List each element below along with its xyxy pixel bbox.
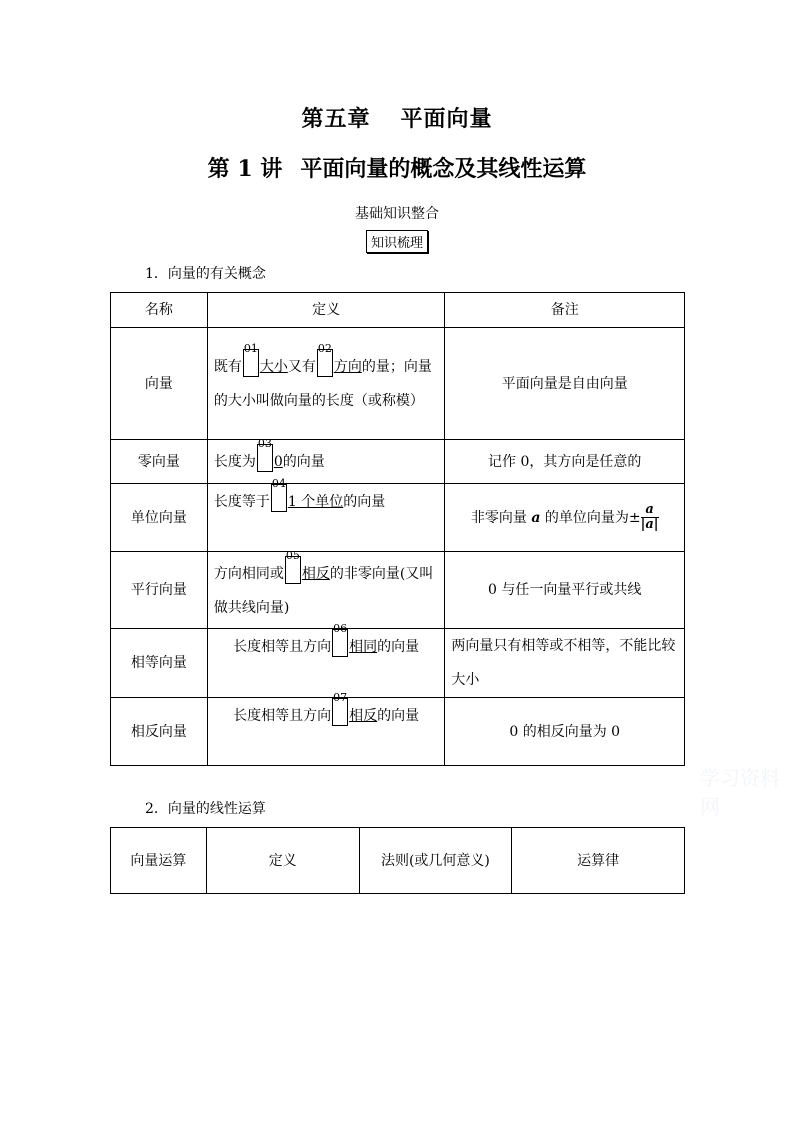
blank-number: 01: [243, 342, 258, 355]
fraction-numerator: a: [641, 503, 659, 518]
header-operation: 向量运算: [111, 828, 207, 894]
header-law: 运算律: [512, 828, 685, 894]
def-text: 的向量: [377, 708, 420, 724]
row-definition: [207, 477, 445, 552]
table-row: [111, 440, 685, 484]
row-note: 两向量只有相等或不相等，不能比较大小: [445, 629, 685, 698]
heading-linear-ops: 2．向量的线性运算: [145, 801, 266, 817]
note-text: 非零向量: [470, 509, 527, 526]
chapter-number: 第五章: [301, 106, 371, 132]
note-variable: a: [531, 509, 541, 526]
blank-number: 07: [333, 691, 348, 704]
blank-answer: 相反: [301, 565, 330, 582]
answer-blank: [271, 477, 287, 512]
header-definition: 定义: [206, 828, 359, 894]
def-text: 长度相等且方向: [233, 639, 332, 655]
chapter-name: 平面向量: [400, 106, 493, 132]
blank-number: 05: [285, 548, 300, 562]
row-note: 0 与任一向量平行或共线: [445, 552, 685, 629]
blank-answer: 0: [273, 454, 283, 470]
row-name: 相等向量: [111, 629, 208, 698]
answer-blank: [317, 342, 333, 377]
row-name: 平行向量: [111, 552, 208, 629]
row-definition: [207, 548, 445, 629]
row-definition: [207, 437, 445, 484]
table-header-row: [111, 293, 685, 328]
header-rule: 法则(或几何意义): [359, 828, 512, 894]
blank-answer: 方向: [333, 359, 362, 375]
answer-blank: [243, 342, 259, 377]
watermark: 学习资料网: [700, 766, 780, 819]
def-text: 的量；向量的大小叫做向量的长度（或称模）: [213, 359, 432, 409]
def-text: 又有: [287, 359, 316, 375]
row-definition: [207, 691, 445, 766]
row-note: 平面向量是自由向量: [445, 328, 685, 440]
row-name: 向量: [111, 328, 208, 440]
def-text: 方向相同或: [213, 565, 284, 582]
def-text: 长度为: [213, 454, 256, 470]
row-name: 零向量: [111, 440, 208, 484]
blank-number: 02: [317, 342, 332, 355]
header-definition: 定义: [207, 293, 445, 328]
blank-number: 04: [271, 477, 286, 490]
row-definition: [207, 328, 445, 440]
def-text: 的向量: [343, 494, 386, 510]
answer-blank: [257, 437, 273, 472]
section-title: 基础知识整合: [355, 206, 439, 222]
header-name: 名称: [111, 293, 208, 328]
boxed-label: 知识梳理: [366, 230, 428, 253]
table-header-row: [111, 828, 685, 894]
boxed-label-wrap: [0, 230, 794, 253]
blank-number: 06: [333, 622, 348, 635]
def-text: 的向量: [377, 639, 420, 655]
def-text: 长度相等且方向: [233, 708, 332, 724]
note-text: 的单位向量为±: [544, 509, 641, 526]
heading-concepts: 1．向量的有关概念: [145, 266, 266, 282]
row-definition: [207, 622, 445, 698]
lesson-number: 第 1 讲: [207, 156, 283, 182]
chapter-title: [0, 102, 794, 133]
def-text: 长度等于: [213, 494, 270, 510]
answer-blank: [332, 691, 348, 726]
unit-vector-fraction: [641, 503, 659, 532]
row-note: 0 的相反向量为 0: [445, 698, 685, 766]
def-text: 的向量: [282, 454, 325, 470]
table-row: [111, 629, 685, 698]
blank-answer: 大小: [259, 359, 288, 375]
blank-answer: 1 个单位: [287, 494, 344, 510]
row-note: [445, 484, 685, 552]
row-name: 单位向量: [111, 484, 208, 552]
concepts-table: [110, 292, 685, 766]
linear-ops-table: [110, 827, 685, 894]
table-row: [111, 552, 685, 629]
row-name: 相反向量: [111, 698, 208, 766]
table-row: [111, 328, 685, 440]
lesson-name: 平面向量的概念及其线性运算: [300, 156, 587, 182]
blank-answer: 相同: [349, 639, 378, 655]
blank-number: 03: [257, 437, 272, 450]
blank-answer: 相反: [349, 708, 378, 724]
answer-blank: [332, 622, 348, 657]
row-note: 记作 0，其方向是任意的: [445, 440, 685, 484]
fraction-denominator: |a|: [640, 517, 659, 532]
def-text: 的非零向量(又叫做共线向量): [213, 565, 434, 616]
table-row: [111, 698, 685, 766]
header-note: 备注: [445, 293, 685, 328]
def-text: 既有: [213, 359, 242, 375]
answer-blank: [285, 548, 301, 584]
lesson-title: [0, 152, 794, 183]
table-row: [111, 484, 685, 552]
